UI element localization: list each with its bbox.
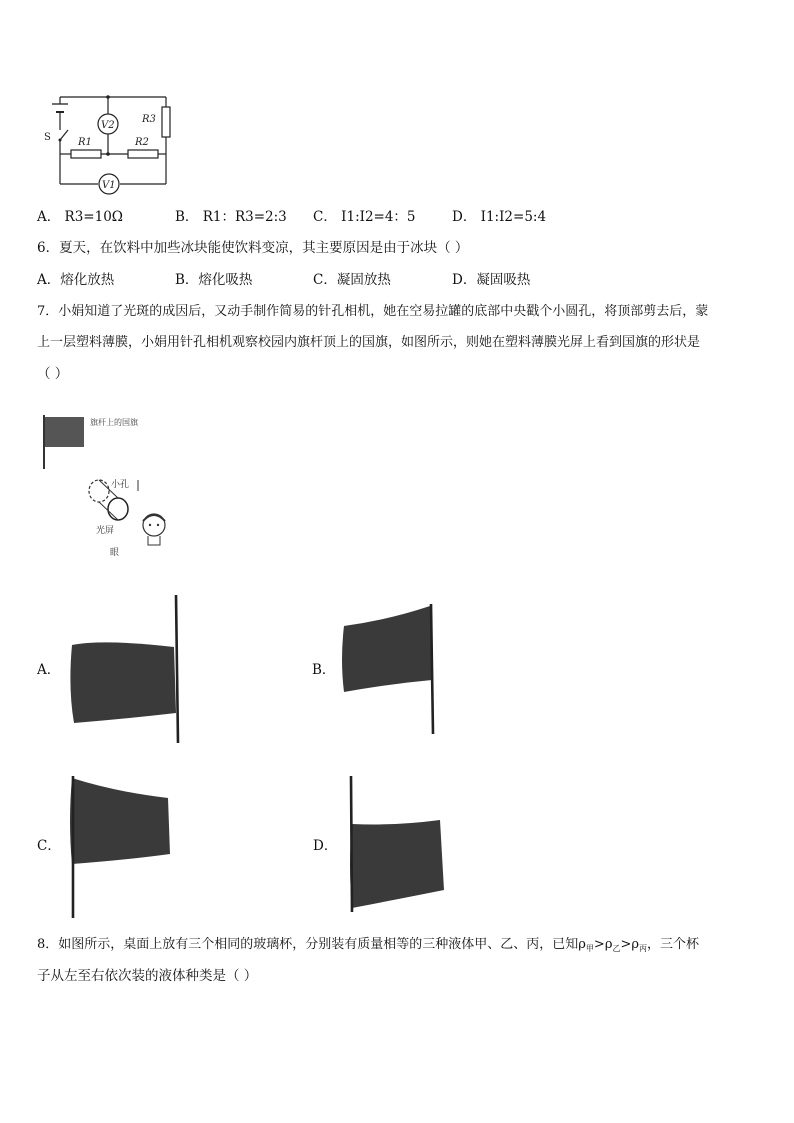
resistor-r1 [71,150,101,158]
q6-option-a[interactable]: A．熔化放热 [37,272,115,288]
figure-label-screen: 光屏 [96,526,115,536]
label-v2: V2 [101,120,115,131]
q7-option-d-label[interactable]: D． [313,838,338,854]
figure-label-top: 旗杆上的国旗 [90,418,138,427]
q5-option-d-text: I1:I2=5:4 [480,209,547,225]
q5-option-c-text: I1:I2=4：5 [341,209,416,225]
q8-stem-line1: 8．如图所示，桌面上放有三个相同的玻璃杯，分别装有质量相等的三种液体甲、乙、丙，已知$\rho_甲>\rho_乙>\rho_丙$，三个杯 [37,937,700,953]
q7-option-b-label[interactable]: B． [312,662,336,678]
q5-option-d[interactable]: D． I1:I2=5:4 [452,209,547,225]
q7-stem-line1: 7．小娟知道了光斑的成因后，又动手制作简易的针孔相机，她在空易拉罐的底部中央戳个小圆孔，将顶部剪去后，蒙 [37,304,709,319]
figure-can-front [108,498,128,520]
label-r2: R2 [135,137,149,148]
q7-option-a-flag[interactable] [64,593,189,748]
circuit-diagram [38,92,178,197]
figure-label-eye: 眼 [110,548,120,558]
figure-can-back [89,480,109,502]
q7-option-c-flag[interactable] [66,772,176,922]
figure-label-hole: 小孔 [111,480,130,490]
q7-option-b-pole [431,604,433,734]
q7-option-b-flag[interactable] [338,600,438,740]
resistor-r3 [162,107,170,137]
q5-option-b-text: R1：R3=2:3 [202,209,287,225]
q7-option-a-label[interactable]: A． [37,662,61,678]
switch-s [60,130,68,140]
q7-option-d-pole [351,776,352,912]
q7-option-d-flag[interactable] [344,774,454,924]
q7-option-c-label[interactable]: C． [37,838,61,854]
label-s: S [44,132,51,143]
q7-option-a-pole [176,595,178,743]
q5-option-a-text: R3=10Ω [64,209,123,225]
q6-stem: 6．夏天，在饮料中加些冰块能使饮料变凉，其主要原因是由于冰块（ ） [37,240,469,256]
resistor-r2 [128,150,158,158]
q6-option-c[interactable]: C．凝固放热 [313,272,391,288]
q5-option-c[interactable]: C． I1:I2=4：5 [313,209,416,225]
q7-stem-line3: （ ） [37,366,69,382]
q5-option-a[interactable]: A． R3=10Ω [37,209,123,225]
q7-stem-line2: 上一层塑料薄膜，小娟用针孔相机观察校园内旗杆顶上的国旗，如图所示，则她在塑料薄膜光屏上看到国旗的形状是 [37,335,701,350]
q8-stem-line2: 子从左至右依次装的液体种类是（ ） [37,968,258,984]
label-v1: V1 [102,180,116,191]
label-r3: R3 [142,114,156,125]
q5-option-b[interactable]: B． R1：R3=2:3 [175,209,287,225]
figure-flag [44,417,84,447]
pinhole-camera-figure [38,405,188,565]
q6-option-b[interactable]: B．熔化吸热 [175,272,253,288]
label-r1: R1 [78,137,92,148]
q6-option-d[interactable]: D．凝固吸热 [452,272,531,288]
